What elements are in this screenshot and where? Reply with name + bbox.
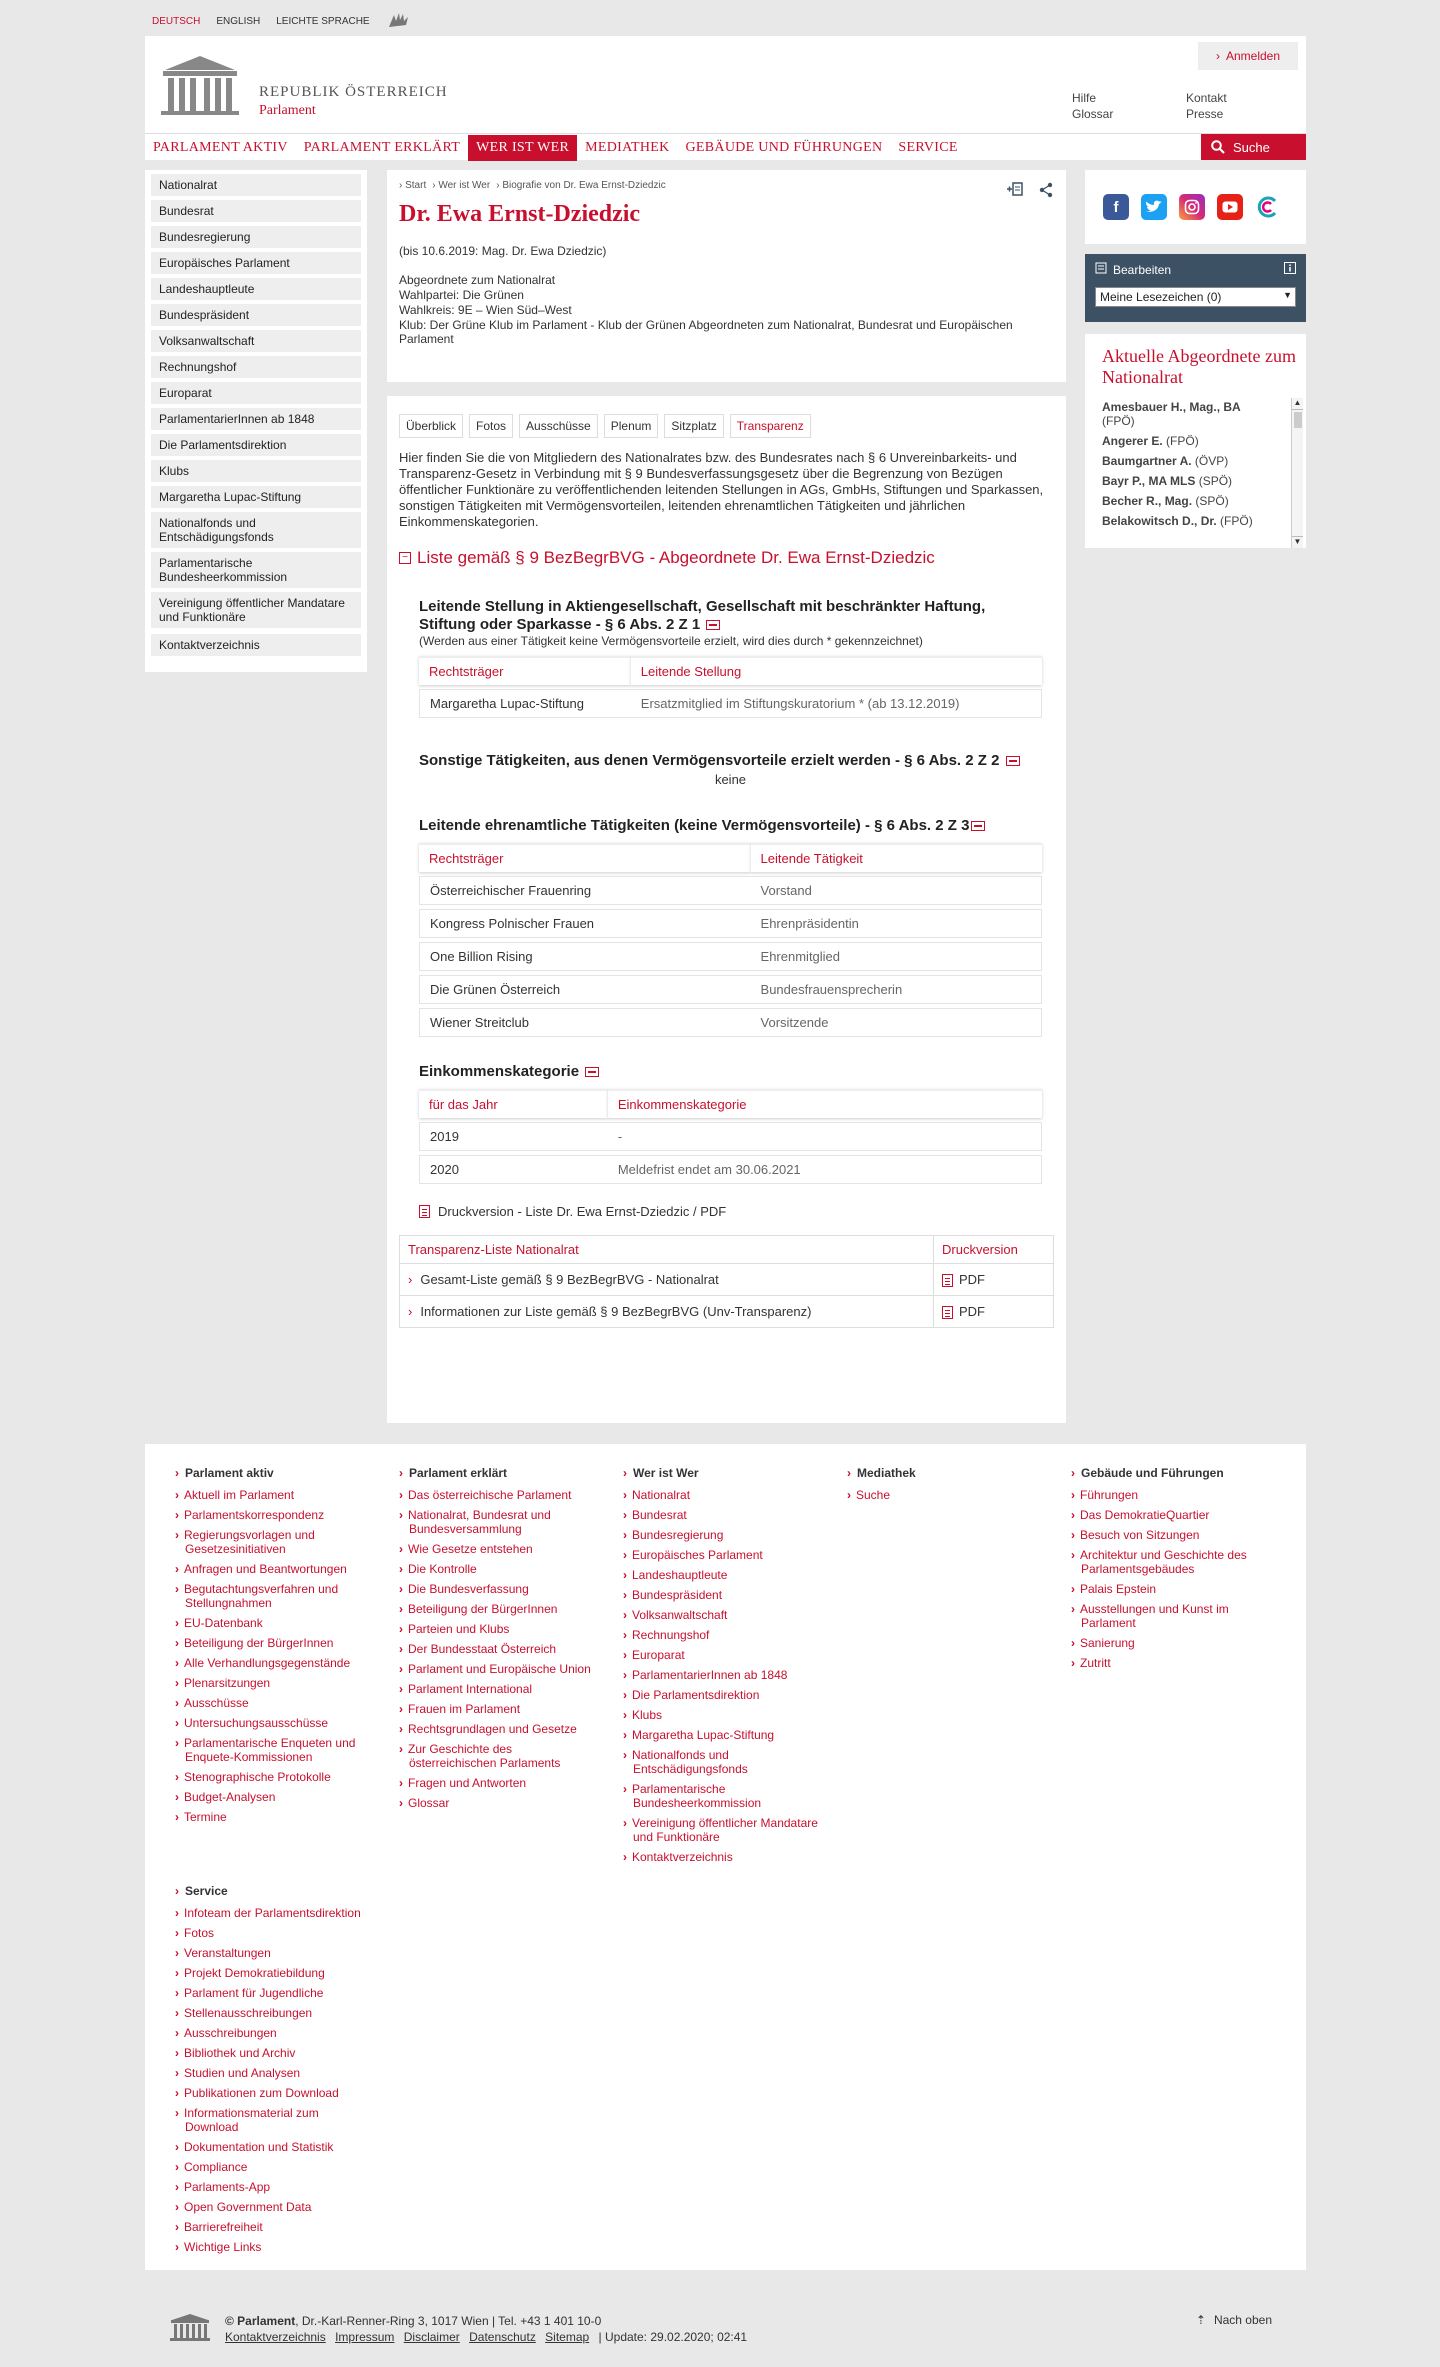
table-cell: Die Grünen Österreich — [419, 975, 751, 1004]
footer-heading[interactable]: › Gebäude und Führungen — [1071, 1466, 1271, 1480]
footer-link[interactable]: › Landeshauptleute — [623, 1568, 823, 1582]
table-cell: Ehrenpräsidentin — [751, 909, 1042, 938]
footer-link[interactable]: › Das DemokratieQuartier — [1071, 1508, 1271, 1522]
footer-link[interactable]: › Regierungsvorlagen und Gesetzesinitiativen — [175, 1528, 375, 1556]
footer-link[interactable]: › Veranstaltungen — [175, 1946, 375, 1960]
link-disclaimer[interactable]: Disclaimer — [403, 2330, 460, 2344]
table-cell: One Billion Rising — [419, 942, 751, 971]
footer-link[interactable]: › Suche — [847, 1488, 1047, 1502]
site-header — [145, 36, 1306, 160]
deputies-scrollbar[interactable] — [1291, 398, 1303, 548]
youtube-icon[interactable] — [1217, 194, 1243, 220]
footer-link[interactable]: › Stellenausschreibungen — [175, 2006, 375, 2020]
footer-link[interactable]: › Infoteam der Parlamentsdirektion — [175, 1906, 375, 1920]
section-ehrenamtliche-taetigkeiten — [419, 817, 1042, 1041]
footer-link[interactable]: › Parlamentskorrespondenz — [175, 1508, 375, 1522]
person-card — [387, 170, 1066, 382]
edit-title[interactable]: Bearbeiten — [1113, 262, 1172, 277]
footer-link[interactable]: › ParlamentarierInnen ab 1848 — [623, 1668, 823, 1682]
intro-text: Hier finden Sie die von Mitgliedern des Nationalrates bzw. des Bundesrates nach § 6 Unvereinbarkeits- und Transparenz-Gesetz in Verbindung mit § 9 Bundesverfassungsgesetz über die Begrenzung von Bezügen öffentlicher Funktionäre zu veröffentlichenden leitenden Stellungen in AGs, GmbHs, Stiftungen und Sparkassen, sonstigen Tätigkeiten mit Vermögensvorteilen, leitenden ehrenamtlichen Tätigkeiten und jährlichen Einkommenskategorien. — [399, 450, 1044, 529]
footer-link[interactable]: › EU-Datenbank — [175, 1616, 375, 1630]
glossary-link[interactable]: Glossar — [1072, 107, 1114, 121]
pdf-link[interactable]: PDF — [934, 1296, 1054, 1328]
sidebar-item-rechnungshof[interactable]: Rechnungshof — [151, 356, 361, 378]
table-cell: Vorsitzende — [751, 1008, 1042, 1037]
search-label: Suche — [1233, 139, 1270, 155]
table-cell: 2019 — [419, 1122, 608, 1151]
footer-link[interactable]: › Architektur und Geschichte des Parlamentsgebäudes — [1071, 1548, 1271, 1576]
nav-service[interactable]: SERVICE — [898, 139, 958, 155]
footer-link[interactable]: › Beteiligung der BürgerInnen — [175, 1636, 375, 1650]
parliament-logo-icon[interactable] — [159, 54, 241, 116]
page-tools — [1006, 182, 1054, 201]
breadcrumb-wer-ist-wer[interactable]: › Wer ist Wer — [432, 180, 491, 191]
section-value: keine — [714, 772, 747, 787]
tab-ausschuesse[interactable]: Ausschüsse — [519, 414, 598, 438]
search-icon — [1211, 140, 1225, 154]
section-title: Leitende ehrenamtliche Tätigkeiten (keine Vermögensvorteile) - § 6 Abs. 2 Z 3 — [419, 817, 970, 834]
chevron-right-icon: › — [496, 180, 503, 191]
copyright: © Parlament — [225, 2314, 296, 2328]
table-cell: Österreichischer Frauenring — [419, 876, 751, 905]
instagram-icon[interactable] — [1179, 194, 1205, 220]
column-header: Rechtsträger — [419, 656, 631, 685]
column-header: für das Jahr — [419, 1089, 608, 1118]
section-title: Sonstige Tätigkeiten, aus denen Vermögensvorteile erzielt werden - § 6 Abs. 2 Z 2 — [419, 752, 1000, 769]
info-icon[interactable] — [706, 620, 720, 630]
section-title: Leitende Stellung in Aktiengesellschaft, Gesellschaft mit beschränkter Haftung, Stiftung oder Sparkasse - § 6 Abs. 2 Z 1 — [419, 598, 986, 633]
list-heading-label: Liste gemäß § 9 BezBegrBVG - Abgeordnete Dr. Ewa Ernst-Dziedzic — [417, 548, 935, 567]
footer-link[interactable]: › Die Parlamentsdirektion — [623, 1688, 823, 1702]
footer-link[interactable]: › Klubs — [623, 1708, 823, 1722]
footer-link[interactable]: › Untersuchungsausschüsse — [175, 1716, 375, 1730]
footer-link[interactable]: › Barrierefreiheit — [175, 2220, 375, 2234]
table-cell: Kongress Polnischer Frauen — [419, 909, 751, 938]
column-header: Transparenz-Liste Nationalrat — [400, 1236, 934, 1264]
pdf-icon — [419, 1205, 430, 1218]
footer-link[interactable]: › Publikationen zum Download — [175, 2086, 375, 2100]
deputies-list — [1102, 400, 1306, 528]
table-cell: Vorstand — [751, 876, 1042, 905]
scroll-up-icon[interactable]: ▲ — [1292, 398, 1303, 410]
footer-link[interactable]: › Open Government Data — [175, 2200, 375, 2214]
pdf-icon — [942, 1274, 953, 1287]
logo-subtitle[interactable]: Parlament — [259, 103, 316, 118]
footer-link[interactable]: › Beteiligung der BürgerInnen — [399, 1602, 599, 1616]
main-navigation — [145, 133, 1306, 161]
footer-link[interactable]: › Parlamentarische Bundesheerkommission — [623, 1782, 823, 1810]
info-icon[interactable] — [971, 821, 985, 831]
section-sonstige-taetigkeiten — [419, 752, 1042, 787]
footer-link[interactable]: › Margaretha Lupac-Stiftung — [623, 1728, 823, 1742]
sidebar-item-klubs[interactable]: Klubs — [151, 460, 361, 482]
lang-english[interactable]: ENGLISH — [216, 15, 261, 27]
scroll-thumb[interactable] — [1294, 412, 1302, 428]
table-cell: Margaretha Lupac-Stiftung — [419, 689, 631, 718]
login-label: Anmelden — [1225, 49, 1281, 63]
press-link[interactable]: Presse — [1186, 107, 1224, 121]
list-item[interactable]: Becher R., Mag. (SPÖ) — [1102, 494, 1229, 508]
breadcrumb-start[interactable]: › Start — [399, 180, 427, 191]
table-cell: Meldefrist endet am 30.06.2021 — [608, 1155, 1042, 1184]
list-item[interactable]: Angerer E. (FPÖ) — [1102, 434, 1199, 448]
lang-leichte-sprache[interactable]: LEICHTE SPRACHE — [276, 15, 370, 27]
pdf-link[interactable]: PDF — [934, 1264, 1054, 1296]
table-cell: Ehrenmitglied — [751, 942, 1042, 971]
section-leitende-stellung — [419, 598, 1042, 722]
table-row — [419, 1155, 1042, 1184]
list-heading[interactable] — [399, 548, 1054, 568]
footer-link[interactable]: › Parlament International — [399, 1682, 599, 1696]
tab-plenum[interactable]: Plenum — [604, 414, 659, 438]
footer-col-parlament-aktiv — [175, 1466, 375, 1830]
sidebar-item-nationalrat[interactable]: Nationalrat — [151, 174, 361, 196]
sign-language-icon[interactable] — [386, 11, 412, 32]
footer-link[interactable]: › Bundesrat — [623, 1508, 823, 1522]
sidebar-item-volksanwaltschaft[interactable]: Volksanwaltschaft — [151, 330, 361, 352]
pdf-icon — [942, 1306, 953, 1319]
footer-link[interactable]: › Studien und Analysen — [175, 2066, 375, 2080]
info-icon[interactable] — [585, 1067, 599, 1077]
list-link[interactable]: › Gesamt-Liste gemäß § 9 BezBegrBVG - Nationalrat — [400, 1264, 934, 1296]
chevron-right-icon: › — [408, 1272, 413, 1288]
chevron-right-icon: › — [408, 1304, 413, 1320]
bookmark-add-icon[interactable] — [1006, 182, 1024, 201]
transparency-list-table — [399, 1235, 1054, 1328]
info-icon[interactable] — [1006, 756, 1020, 766]
person-role: Abgeordnete zum Nationalrat — [399, 273, 556, 287]
table-row — [400, 1296, 1054, 1328]
update-date: | Update: 29.02.2020; 02:41 — [598, 2330, 748, 2344]
footer-link[interactable]: › Sanierung — [1071, 1636, 1271, 1650]
table-cell: - — [608, 1122, 1042, 1151]
footer-col-service — [175, 1884, 375, 2260]
footer-link[interactable]: › Nationalrat, Bundesrat und Bundesversammlung — [399, 1508, 599, 1536]
footer-link[interactable]: › Europarat — [623, 1648, 823, 1662]
bottom-bar — [145, 2290, 1306, 2350]
section-title: Einkommenskategorie — [419, 1063, 580, 1080]
footer-link[interactable]: › Besuch von Sitzungen — [1071, 1528, 1271, 1542]
facebook-icon[interactable]: f — [1103, 194, 1129, 220]
footer-link[interactable]: › Zutritt — [1071, 1656, 1271, 1670]
sidebar-item-parlamentarierinnen[interactable]: ParlamentarierInnen ab 1848 — [151, 408, 361, 430]
footer-link[interactable]: › Wie Gesetze entstehen — [399, 1542, 599, 1556]
footer-link[interactable]: › Dokumentation und Statistik — [175, 2140, 375, 2154]
footer-link[interactable]: › Budget-Analysen — [175, 1790, 375, 1804]
current-deputies-panel — [1085, 334, 1306, 548]
nav-gebaeude[interactable]: GEBÄUDE UND FÜHRUNGEN — [685, 139, 883, 155]
footer-link[interactable]: › Europäisches Parlament — [623, 1548, 823, 1562]
footer-link[interactable]: › Anfragen und Beantwortungen — [175, 1562, 375, 1576]
column-header: Rechtsträger — [419, 843, 751, 872]
sidebar-navigation — [145, 170, 367, 672]
footer-link[interactable]: › Ausschüsse — [175, 1696, 375, 1710]
sidebar-item-nationalfonds[interactable]: Nationalfonds und Entschädigungsfonds — [151, 512, 361, 548]
footer-link[interactable]: › Projekt Demokratiebildung — [175, 1966, 375, 1980]
arrow-up-icon: ⇡ — [1195, 2313, 1206, 2327]
footer-col-mediathek — [847, 1466, 1047, 1508]
footer-link[interactable]: › Alle Verhandlungsgegenstände — [175, 1656, 375, 1670]
logo-title[interactable]: REPUBLIK ÖSTERREICH — [259, 84, 448, 100]
table-row — [400, 1264, 1054, 1296]
footer-link[interactable]: › Wichtige Links — [175, 2240, 375, 2254]
column-header: Druckversion — [934, 1236, 1054, 1264]
footer-link[interactable]: › Stenographische Protokolle — [175, 1770, 375, 1784]
sidebar-item-europaeisches-parlament[interactable]: Europäisches Parlament — [151, 252, 361, 274]
footer-link[interactable]: › Führungen — [1071, 1488, 1271, 1502]
parliament-logo-icon[interactable] — [169, 2313, 211, 2341]
login-button[interactable] — [1198, 42, 1298, 70]
footer-col-parlament-erklaert — [399, 1466, 599, 1816]
sidebar-item-landeshauptleute[interactable]: Landeshauptleute — [151, 278, 361, 300]
footer-link[interactable]: › Ausschreibungen — [175, 2026, 375, 2040]
footer-info — [225, 2313, 747, 2345]
footer-col-gebaeude — [1071, 1466, 1271, 1676]
bookmarks-select[interactable]: Meine Lesezeichen (0) ▼ — [1095, 287, 1296, 307]
contact-link[interactable]: Kontakt — [1186, 91, 1227, 105]
footer-link[interactable]: › Der Bundesstaat Österreich — [399, 1642, 599, 1656]
footer-link[interactable]: › Begutachtungsverfahren und Stellungnahmen — [175, 1582, 375, 1610]
leitende-stellung-table — [419, 652, 1042, 722]
sidebar-item-europarat[interactable]: Europarat — [151, 382, 361, 404]
twitter-icon[interactable] — [1141, 194, 1167, 220]
breadcrumb-current: › Biografie von Dr. Ewa Ernst-Dziedzic — [496, 180, 666, 191]
footer-link[interactable]: › Bundespräsident — [623, 1588, 823, 1602]
footer-link[interactable]: › Fragen und Antworten — [399, 1776, 599, 1790]
info-icon[interactable] — [1284, 262, 1296, 277]
person-club: Klub: Der Grüne Klub im Parlament - Klub der Grünen Abgeordneten zum Nationalrat, Bundesrat und Europäischen Parlament — [399, 318, 1013, 346]
footer-heading[interactable]: › Wer ist Wer — [623, 1466, 823, 1480]
footer-link[interactable]: › Aktuell im Parlament — [175, 1488, 375, 1502]
footer-link[interactable]: › Volksanwaltschaft — [623, 1608, 823, 1622]
footer-link[interactable]: › Die Kontrolle — [399, 1562, 599, 1576]
page-title: Dr. Ewa Ernst-Dziedzic — [399, 201, 641, 227]
table-cell: Bundesfrauensprecherin — [751, 975, 1042, 1004]
table-cell: Wiener Streitclub — [419, 1008, 751, 1037]
footer-link[interactable]: › Termine — [175, 1810, 375, 1824]
footer-link[interactable]: › Nationalrat — [623, 1488, 823, 1502]
list-item[interactable]: Bayr P., MA MLS (SPÖ) — [1102, 474, 1233, 488]
footer-link[interactable]: › Glossar — [399, 1796, 599, 1810]
sidebar-item-bundespraesident[interactable]: Bundespräsident — [151, 304, 361, 326]
footer-link[interactable]: › Rechnungshof — [623, 1628, 823, 1642]
footer-link[interactable]: › Frauen im Parlament — [399, 1702, 599, 1716]
table-row — [419, 876, 1042, 905]
column-header: Einkommenskategorie — [608, 1089, 1042, 1118]
sidebar-item-bundesheerkommission[interactable]: Parlamentarische Bundesheerkommission — [151, 552, 361, 588]
nav-mediathek[interactable]: MEDIATHEK — [585, 139, 670, 155]
footer-link[interactable]: › Plenarsitzungen — [175, 1676, 375, 1690]
utility-links — [1072, 91, 1266, 121]
breadcrumb — [399, 180, 1054, 191]
footer-heading[interactable]: › Parlament aktiv — [175, 1466, 375, 1480]
tab-fotos[interactable]: Fotos — [469, 414, 513, 438]
link-kontaktverzeichnis[interactable]: Kontaktverzeichnis — [225, 2330, 326, 2344]
table-row — [419, 942, 1042, 971]
chevron-right-icon: › — [1215, 49, 1220, 63]
tab-ueberblick[interactable]: Überblick — [399, 414, 463, 438]
sidebar-item-lupac-stiftung[interactable]: Margaretha Lupac-Stiftung — [151, 486, 361, 508]
help-link[interactable]: Hilfe — [1072, 91, 1097, 105]
table-cell: 2020 — [419, 1155, 608, 1184]
footer-link[interactable]: › Informationsmaterial zum Download — [175, 2106, 375, 2134]
footer-heading[interactable]: › Mediathek — [847, 1466, 1047, 1480]
sidebar-item-vereinigung[interactable]: Vereinigung öffentlicher Mandatare und Funktionäre — [151, 592, 361, 628]
footer-link[interactable]: › Rechtsgrundlagen und Gesetze — [399, 1722, 599, 1736]
footer-link[interactable]: › Palais Epstein — [1071, 1582, 1271, 1596]
link-impressum[interactable]: Impressum — [335, 2330, 395, 2344]
sidebar-item-bundesrat[interactable]: Bundesrat — [151, 200, 361, 222]
nav-parlament-aktiv[interactable]: PARLAMENT AKTIV — [153, 139, 288, 155]
footer-link[interactable]: › Das österreichische Parlament — [399, 1488, 599, 1502]
footer-link[interactable]: › Parlaments-App — [175, 2180, 375, 2194]
footer-heading[interactable]: › Parlament erklärt — [399, 1466, 599, 1480]
footer-link[interactable]: › Parlament und Europäische Union — [399, 1662, 599, 1676]
language-bar — [152, 12, 412, 30]
footer-link[interactable]: › Parlament für Jugendliche — [175, 1986, 375, 2000]
list-item[interactable]: Baumgartner A. (ÖVP) — [1102, 454, 1229, 468]
list-item[interactable]: Amesbauer H., Mag., BA (FPÖ) — [1102, 400, 1241, 428]
social-media-bar — [1085, 170, 1306, 244]
podcast-icon[interactable] — [1255, 194, 1281, 220]
table-row — [419, 689, 1042, 718]
section-note: (Werden aus einer Tätigkeit keine Vermögensvorteile erzielt, wird dies durch * gekennzeichnet) — [419, 634, 923, 648]
tab-transparenz[interactable]: Transparenz — [730, 414, 811, 438]
chevron-right-icon: › — [432, 180, 439, 191]
table-row — [419, 975, 1042, 1004]
column-header: Leitende Tätigkeit — [751, 843, 1042, 872]
table-cell: Ersatzmitglied im Stiftungskuratorium * (ab 13.12.2019) — [631, 689, 1042, 718]
footer-link[interactable]: › Parteien und Klubs — [399, 1622, 599, 1636]
transparency-card — [387, 396, 1066, 1423]
footer-link[interactable]: › Kontaktverzeichnis — [623, 1850, 823, 1864]
table-row — [419, 1122, 1042, 1151]
section-einkommenskategorie — [419, 1063, 1042, 1188]
footer-link[interactable]: › Fotos — [175, 1926, 375, 1940]
lang-deutsch[interactable]: DEUTSCH — [152, 15, 201, 27]
footer-heading[interactable]: › Service — [175, 1884, 375, 1898]
chevron-right-icon: › — [399, 180, 406, 191]
footer-link[interactable]: › Bibliothek und Archiv — [175, 2046, 375, 2060]
person-party: Wahlpartei: Die Grünen — [399, 288, 524, 302]
former-name: (bis 10.6.2019: Mag. Dr. Ewa Dziedzic) — [399, 244, 607, 258]
column-header: Leitende Stellung — [631, 656, 1042, 685]
footer-link[interactable]: › Die Bundesverfassung — [399, 1582, 599, 1596]
footer-link[interactable]: › Nationalfonds und Entschädigungsfonds — [623, 1748, 823, 1776]
einkommen-table — [419, 1085, 1042, 1188]
search-button[interactable] — [1201, 134, 1306, 160]
collapse-icon[interactable]: − — [399, 552, 411, 564]
edit-icon — [1095, 262, 1107, 277]
site-footer — [145, 1444, 1306, 2270]
table-row — [419, 1008, 1042, 1037]
footer-col-wer-ist-wer — [623, 1466, 823, 1870]
footer-link[interactable]: › Vereinigung öffentlicher Mandatare und Funktionäre — [623, 1816, 823, 1844]
footer-link[interactable]: › Ausstellungen und Kunst im Parlament — [1071, 1602, 1271, 1630]
tab-sitzplatz[interactable]: Sitzplatz — [664, 414, 723, 438]
link-datenschutz[interactable]: Datenschutz — [469, 2330, 536, 2344]
sidebar-item-parlamentsdirektion[interactable]: Die Parlamentsdirektion — [151, 434, 361, 456]
person-district: Wahlkreis: 9E – Wien Süd–West — [399, 303, 572, 317]
list-item[interactable]: Belakowitsch D., Dr. (FPÖ) — [1102, 514, 1253, 528]
sidebar-item-bundesregierung[interactable]: Bundesregierung — [151, 226, 361, 248]
footer-link[interactable]: › Bundesregierung — [623, 1528, 823, 1542]
back-to-top-link[interactable] — [1196, 2313, 1272, 2327]
address: , Dr.-Karl-Renner-Ring 3, 1017 Wien | Tel. +43 1 401 10-0 — [295, 2314, 602, 2328]
print-version-label: Druckversion - Liste Dr. Ewa Ernst-Dziedzic / PDF — [438, 1204, 727, 1219]
profile-tabs — [399, 414, 1054, 438]
bookmarks-panel — [1085, 254, 1306, 322]
back-to-top-label: Nach oben — [1213, 2313, 1272, 2327]
footer-link[interactable]: › Zur Geschichte des österreichischen Parlaments — [399, 1742, 599, 1770]
scroll-down-icon[interactable]: ▼ — [1293, 537, 1302, 546]
current-deputies-title: Aktuelle Abgeordnete zum Nationalrat — [1102, 346, 1296, 387]
print-version-link[interactable] — [419, 1204, 1054, 1219]
share-icon[interactable] — [1038, 182, 1054, 201]
ehrenamt-table — [419, 839, 1042, 1041]
footer-link[interactable]: › Compliance — [175, 2160, 375, 2174]
nav-parlament-erklaert[interactable]: PARLAMENT ERKLÄRT — [303, 139, 461, 155]
link-sitemap[interactable]: Sitemap — [545, 2330, 590, 2344]
footer-link[interactable]: › Parlamentarische Enqueten und Enquete-Kommissionen — [175, 1736, 375, 1764]
list-link[interactable]: › Informationen zur Liste gemäß § 9 BezBegrBVG (Unv-Transparenz) — [400, 1296, 934, 1328]
nav-wer-ist-wer[interactable]: WER IST WER — [468, 135, 577, 161]
table-row — [419, 909, 1042, 938]
sidebar-item-kontaktverzeichnis[interactable]: Kontaktverzeichnis — [151, 634, 361, 656]
